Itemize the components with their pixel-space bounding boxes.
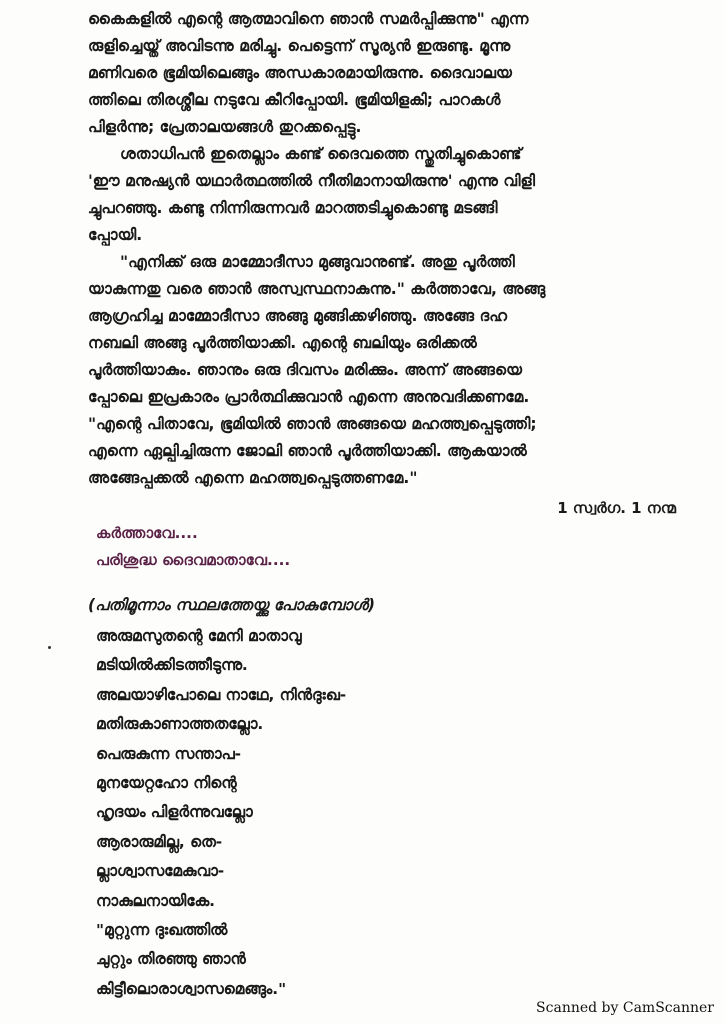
prose-line: എന്നെ ഏല്പിച്ചിരുന്ന ജോലി ഞാൻ പൂർത്തിയാക്കി. ആകയാൽ <box>88 442 527 460</box>
poem-line: കിട്ടീലൊരാശ്വാസമെങ്ങും." <box>96 979 287 998</box>
margin-dot-mark <box>48 646 51 649</box>
invocation-block <box>96 520 656 574</box>
poem-line: നാകുലനായികേ. <box>96 891 215 910</box>
prose-line: "എന്റെ പിതാവേ, ഭൂമിയിൽ ഞാൻ അങ്ങയെ മഹത്ത്വപ്പെടുത്തി; <box>88 415 537 433</box>
poem-line: മടിയിൽക്കിടത്തീടുന്നു. <box>96 656 248 675</box>
prose-line: യാകുന്നതു വരെ ഞാൻ അസ്വസ്ഥനാകുന്നു." കർത്താവേ, അങ്ങു <box>88 280 546 298</box>
poem-line: മുനയേറ്റഹോ നിന്റെ <box>96 773 237 792</box>
prose-line: ആഗ്രഹിച്ച മാമ്മോദീസാ അങ്ങു മുങ്ങിക്കഴിഞ്ഞു. അങ്ങേ ദഹ <box>88 307 508 325</box>
prose-line: "എനിക്ക് ഒരു മാമ്മോദീസാ മുങ്ങുവാനുണ്ട്. അതു പൂർത്തി <box>120 253 515 271</box>
poem-line: ല്ലാശ്വാസമേകുവാ- <box>96 862 225 881</box>
poem-block <box>96 622 656 1004</box>
prose-line: പ്പോലെ ഇപ്രകാരം പ്രാർത്ഥിക്കുവാൻ എന്നെ അനുവദിക്കണമേ. <box>88 388 530 406</box>
poem-line: അരുമസുതന്റെ മേനി മാതാവു <box>96 627 302 645</box>
scanner-watermark: Scanned by CamScanner <box>536 1000 714 1016</box>
poem-line: മതിരുകാണാത്തതല്ലോ. <box>96 715 264 734</box>
prose-line: ശതാധിപൻ ഇതെല്ലാം കണ്ട് ദൈവത്തെ സ്തുതിച്ചുകൊണ്ട് <box>120 145 522 163</box>
invocation-line: പരിശുദ്ധ ദൈവമാതാവേ.... <box>96 551 291 569</box>
prose-line: നബലി അങ്ങു പൂർത്തിയാക്കി. എന്റെ ബലിയും ഒരിക്കൽ <box>88 334 477 352</box>
invocation-line: കർത്താവേ.... <box>96 524 198 542</box>
prose-line: കൈകളിൽ എന്റെ ആത്മാവിനെ ഞാൻ സമർപ്പിക്കുന്നു" എന്ന <box>88 10 529 28</box>
prose-line: പ്പോയി. <box>88 226 143 244</box>
prose-line: രുളിച്ചെയ്ത് അവിടന്നു മരിച്ചു. പെട്ടെന്ന് സൂര്യൻ ഇരുണ്ടു. മൂന്നു <box>88 37 511 55</box>
prose-line: 'ഈ മനുഷ്യൻ യഥാർത്ഥത്തിൽ നീതിമാനായിരുന്നു' എന്നു വിളി <box>88 172 535 190</box>
poem-line: ചുറ്റും തിരഞ്ഞു ഞാൻ <box>96 950 246 969</box>
poem-line: "മുറ്റുന്ന ദുഃഖത്തിൽ <box>96 920 228 939</box>
station-heading: (പതിമൂന്നാം സ്ഥലത്തേയ്ക്കു പോകുമ്പോൾ) <box>88 596 375 614</box>
prose-line: ച്ചുപറഞ്ഞു. കണ്ടു നിന്നിരുന്നവർ മാറത്തടിച്ചുകൊണ്ടു മടങ്ങി <box>88 199 498 217</box>
prose-line: പിളർന്നു; പ്രേതാലയങ്ങൾ തുറക്കപ്പെട്ടു. <box>88 118 362 136</box>
poem-line: ആരാരുമില്ല, തെ- <box>96 832 223 851</box>
prose-line: അങ്ങേപ്പക്കൽ എന്നെ മഹത്ത്വപ്പെടുത്തണമേ." <box>88 469 418 487</box>
prose-line: പൂർത്തിയാകും. ഞാനും ഒരു ദിവസം മരിക്കും. അന്ന് അങ്ങയെ <box>88 361 523 379</box>
poem-line: ഹൃദയം പിളർന്നുവല്ലോ <box>96 803 253 822</box>
prayer-reference: 1 സ്വർഗ. 1 നന്മ <box>557 499 676 517</box>
prose-line: ത്തിലെ തിരശ്ശീല നടുവേ കീറിപ്പോയി. ഭൂമിയിളകി; പാറകൾ <box>88 91 501 109</box>
prose-line: മണിവരെ ഭൂമിയിലെങ്ങും അന്ധകാരമായിരുന്നു. ദൈവാലയ <box>88 64 512 82</box>
poem-line: അലയാഴിപോലെ നാഥേ, നിൻദുഃഖ- <box>96 685 347 704</box>
prose-block <box>88 6 676 492</box>
poem-line: പെരുകുന്ന സന്താപ- <box>96 744 242 763</box>
